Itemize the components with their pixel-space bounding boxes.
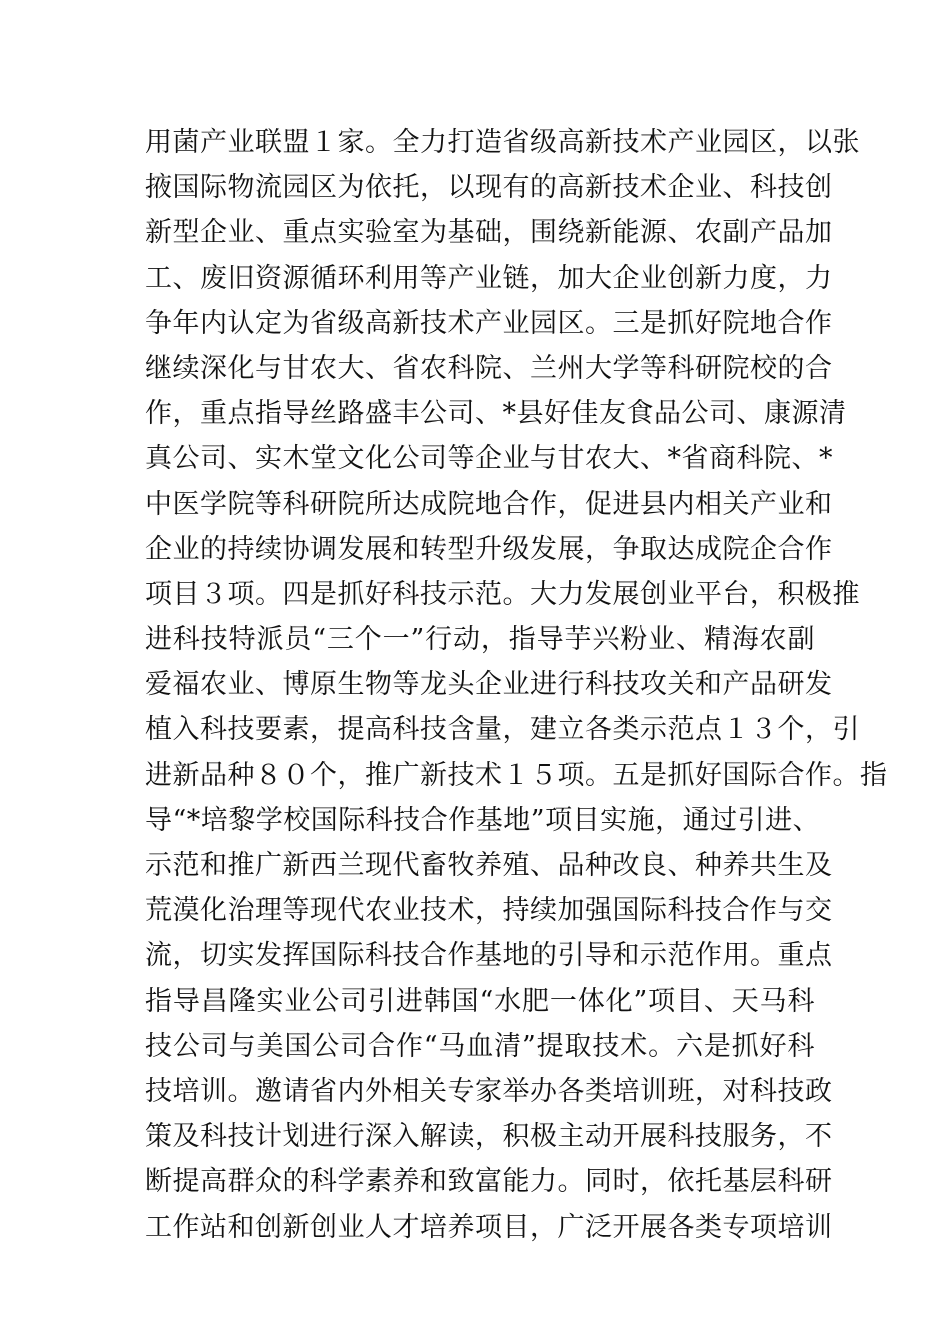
text-line: 荒漠化治理等现代农业技术，持续加强国际科技合作与交 <box>145 895 833 927</box>
text-line: 指导昌隆实业公司引进韩国“水肥一体化”项目、天马科 <box>145 985 815 1017</box>
text-line: 工作站和创新创业人才培养项目，广泛开展各类专项培训 <box>145 1211 833 1243</box>
text-line: 示范和推广新西兰现代畜牧养殖、品种改良、种养共生及 <box>145 850 833 881</box>
text-line: 策及科技计划进行深入解读，积极主动开展科技服务，不 <box>145 1121 833 1153</box>
text-line: 工、废旧资源循环利用等产业链，加大企业创新力度，力 <box>145 262 833 294</box>
text-line: 技培训。邀请省内外相关专家举办各类培训班，对科技政 <box>145 1075 833 1107</box>
text-line: 掖国际物流园区为依托，以现有的高新技术企业、科技创 <box>145 172 833 204</box>
body-paragraph <box>145 120 888 1250</box>
text-line: 中医学院等科研院所达成院地合作，促进县内相关产业和 <box>145 488 833 520</box>
text-line: 继续深化与甘农大、省农科院、兰州大学等科研院校的合 <box>145 352 833 384</box>
text-line: 断提高群众的科学素养和致富能力。同时，依托基层科研 <box>145 1166 833 1198</box>
text-line: 导“*培黎学校国际科技合作基地”项目实施，通过引进、 <box>145 804 821 836</box>
text-line: 争年内认定为省级高新技术产业园区。三是抓好院地合作 <box>145 307 833 339</box>
text-line: 作，重点指导丝路盛丰公司、*县好佳友食品公司、康源清 <box>145 398 847 430</box>
text-line: 进新品种８０个，推广新技术１５项。五是抓好国际合作。指 <box>145 759 888 791</box>
text-line: 用菌产业联盟１家。全力打造省级高新技术产业园区，以张 <box>145 127 860 158</box>
text-line: 植入科技要素，提高科技含量，建立各类示范点１３个，引 <box>145 714 860 746</box>
text-line: 进科技特派员“三个一”行动，指导芋兴粉业、精海农副 <box>145 624 815 656</box>
text-line: 真公司、实木堂文化公司等企业与甘农大、*省商科院、* <box>145 443 833 475</box>
text-line: 技公司与美国公司合作“马血清”提取技术。六是抓好科 <box>145 1030 815 1062</box>
text-line: 流，切实发挥国际科技合作基地的引导和示范作用。重点 <box>145 940 833 972</box>
text-line: 企业的持续协调发展和转型升级发展，争取达成院企合作 <box>145 533 833 565</box>
text-line: 新型企业、重点实验室为基础，围绕新能源、农副产品加 <box>145 217 833 249</box>
text-line: 爱福农业、博原生物等龙头企业进行科技攻关和产品研发 <box>145 669 833 701</box>
text-line: 项目３项。四是抓好科技示范。大力发展创业平台，积极推 <box>145 578 860 610</box>
